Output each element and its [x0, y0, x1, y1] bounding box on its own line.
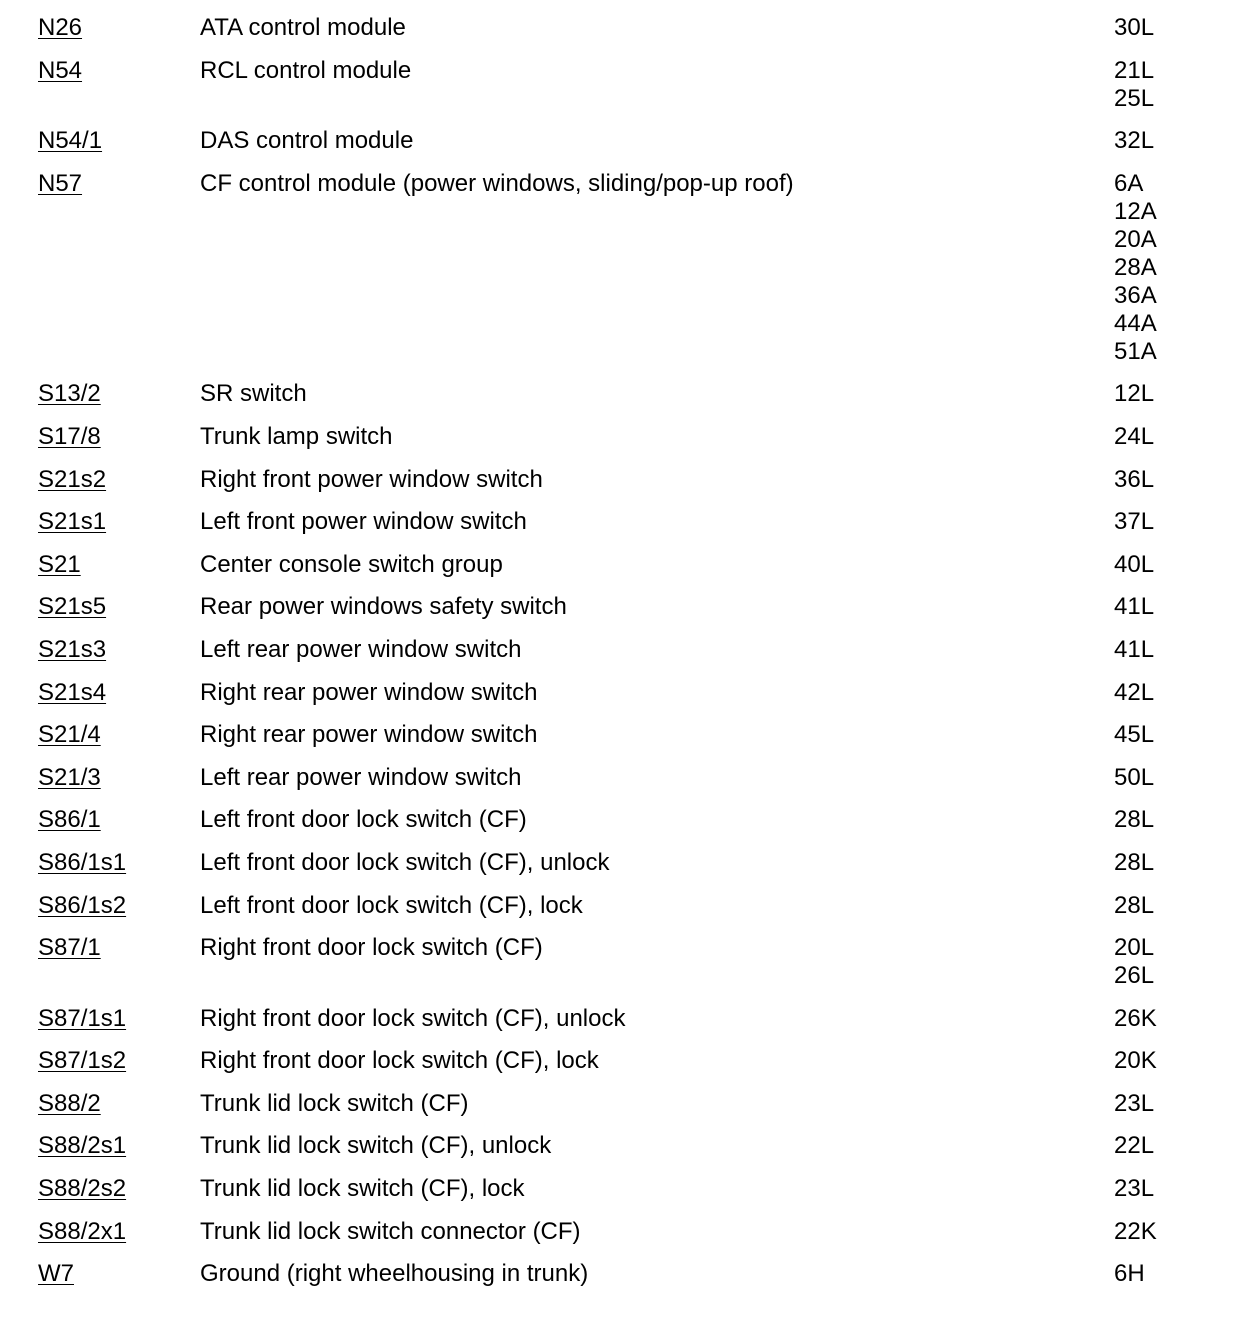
- component-code-cell: [38, 849, 126, 877]
- component-code-cell: [38, 170, 82, 198]
- component-code-cell: [38, 721, 101, 749]
- component-code-link[interactable]: S21s5: [38, 593, 107, 621]
- component-description: Left rear power window switch: [200, 635, 522, 663]
- grid-location-cell: [1114, 1218, 1157, 1246]
- component-code-cell: [38, 934, 101, 962]
- grid-location: 51A: [1114, 337, 1157, 365]
- component-description-cell: [200, 466, 543, 494]
- component-code-cell: [38, 1175, 126, 1203]
- grid-location-cell: [1114, 892, 1154, 920]
- grid-location: 6A: [1114, 169, 1144, 197]
- grid-location: 20K: [1114, 1047, 1157, 1075]
- grid-location-cell: [1114, 551, 1154, 579]
- legend-row: [0, 551, 1248, 594]
- grid-location: 23L: [1114, 1175, 1155, 1203]
- component-description-cell: [200, 764, 521, 792]
- component-description-cell: [200, 14, 406, 42]
- component-description: Trunk lid lock switch (CF), unlock: [200, 1132, 552, 1160]
- component-code-link[interactable]: N54: [38, 56, 83, 84]
- component-code-cell: [38, 764, 101, 792]
- component-description: Right front door lock switch (CF), unlock: [200, 1004, 626, 1032]
- legend-row: [0, 1175, 1248, 1218]
- component-code-cell: [38, 1047, 126, 1075]
- component-code-cell: [38, 57, 82, 85]
- grid-location: 6H: [1114, 1260, 1145, 1288]
- component-code-link[interactable]: S21s2: [38, 465, 107, 493]
- legend-row: [0, 764, 1248, 807]
- component-code-cell: [38, 1005, 126, 1033]
- component-description-cell: [200, 721, 537, 749]
- grid-location-cell: [1114, 849, 1154, 877]
- component-description-cell: [200, 1260, 588, 1288]
- component-description: Right front door lock switch (CF), lock: [200, 1047, 599, 1075]
- component-description: Trunk lamp switch: [200, 422, 393, 450]
- component-description: Left front power window switch: [200, 508, 527, 536]
- grid-location: 40L: [1114, 550, 1155, 578]
- component-code-link[interactable]: S21/3: [38, 763, 101, 791]
- grid-location-cell: [1114, 1175, 1154, 1203]
- component-description-cell: [200, 806, 527, 834]
- component-description: Right rear power window switch: [200, 678, 538, 706]
- legend-row: [0, 679, 1248, 722]
- grid-location: 21L: [1114, 56, 1155, 84]
- component-description: Right front door lock switch (CF): [200, 934, 543, 962]
- component-code-cell: [38, 1132, 126, 1160]
- component-description-cell: [200, 593, 567, 621]
- legend-row: [0, 508, 1248, 551]
- legend-row: [0, 593, 1248, 636]
- grid-location: 42L: [1114, 678, 1155, 706]
- component-description-cell: [200, 679, 537, 707]
- grid-location: 50L: [1114, 763, 1155, 791]
- component-code-link[interactable]: S87/1s2: [38, 1047, 127, 1075]
- legend-row: [0, 1005, 1248, 1048]
- legend-row: [0, 934, 1248, 1005]
- grid-location: 12L: [1114, 380, 1155, 408]
- legend-row: [0, 806, 1248, 849]
- grid-location-cell: [1114, 57, 1154, 113]
- component-description-cell: [200, 636, 521, 664]
- grid-location: 37L: [1114, 508, 1155, 536]
- component-code-cell: [38, 423, 101, 451]
- grid-location-cell: [1114, 679, 1154, 707]
- legend-row: [0, 14, 1248, 57]
- component-description-cell: [200, 849, 609, 877]
- grid-location-cell: [1114, 593, 1154, 621]
- grid-location: 20A: [1114, 225, 1157, 253]
- grid-location: 36L: [1114, 465, 1155, 493]
- component-description: Left front door lock switch (CF), unlock: [200, 848, 610, 876]
- component-description-cell: [200, 1175, 525, 1203]
- legend-row: [0, 170, 1248, 381]
- grid-location: 36A: [1114, 281, 1157, 309]
- grid-location: 26L: [1114, 962, 1155, 990]
- component-description: Center console switch group: [200, 550, 503, 578]
- legend-row: [0, 721, 1248, 764]
- grid-location-cell: [1114, 170, 1157, 366]
- component-code-cell: [38, 127, 102, 155]
- grid-location: 30L: [1114, 14, 1155, 41]
- grid-location: 44A: [1114, 309, 1157, 337]
- component-code-cell: [38, 593, 106, 621]
- grid-location-cell: [1114, 934, 1154, 990]
- grid-location: 20L: [1114, 934, 1155, 962]
- component-code-link[interactable]: S88/2s1: [38, 1132, 127, 1160]
- component-description-cell: [200, 892, 583, 920]
- component-code-link[interactable]: N54/1: [38, 127, 103, 155]
- component-description-cell: [200, 57, 411, 85]
- legend-row: [0, 127, 1248, 170]
- component-code-cell: [38, 1260, 74, 1288]
- component-description: Left front door lock switch (CF), lock: [200, 891, 583, 919]
- component-code-link[interactable]: S21/4: [38, 721, 101, 749]
- grid-location-cell: [1114, 721, 1154, 749]
- component-description: Rear power windows safety switch: [200, 593, 567, 621]
- grid-location: 26K: [1114, 1004, 1157, 1032]
- component-code-link[interactable]: W7: [38, 1260, 74, 1288]
- grid-location-cell: [1114, 1090, 1154, 1118]
- component-description: Left front door lock switch (CF): [200, 806, 527, 834]
- component-code-link[interactable]: S17/8: [38, 422, 101, 450]
- grid-location-cell: [1114, 636, 1154, 664]
- component-code-link[interactable]: S86/1s2: [38, 891, 127, 919]
- component-description-cell: [200, 1090, 468, 1118]
- component-description-cell: [200, 380, 307, 408]
- legend-row: [0, 466, 1248, 509]
- component-description: Trunk lid lock switch (CF): [200, 1089, 469, 1117]
- component-description: SR switch: [200, 380, 307, 408]
- grid-location-cell: [1114, 380, 1154, 408]
- component-description: Trunk lid lock switch connector (CF): [200, 1217, 581, 1245]
- component-description-cell: [200, 1005, 625, 1033]
- component-description-cell: [200, 551, 503, 579]
- component-code-cell: [38, 508, 106, 536]
- legend-row: [0, 1260, 1248, 1303]
- grid-location: 28L: [1114, 891, 1155, 919]
- component-code-link[interactable]: S21s3: [38, 635, 107, 663]
- component-legend-table: [0, 14, 1248, 1303]
- legend-row: [0, 423, 1248, 466]
- component-description: Ground (right wheelhousing in trunk): [200, 1260, 589, 1288]
- legend-row: [0, 1218, 1248, 1261]
- grid-location-cell: [1114, 1132, 1154, 1160]
- legend-row: [0, 636, 1248, 679]
- component-description: Right rear power window switch: [200, 721, 538, 749]
- component-code-link[interactable]: S21s4: [38, 678, 107, 706]
- component-code-link[interactable]: N57: [38, 169, 83, 197]
- component-description: CF control module (power windows, sliding/pop-up roof): [200, 169, 794, 197]
- component-code-cell: [38, 1218, 126, 1246]
- grid-location: 28A: [1114, 253, 1157, 281]
- component-description-cell: [200, 127, 413, 155]
- grid-location: 32L: [1114, 127, 1155, 155]
- grid-location-cell: [1114, 423, 1154, 451]
- component-code-cell: [38, 14, 82, 42]
- legend-row: [0, 892, 1248, 935]
- component-description: ATA control module: [200, 14, 406, 41]
- legend-row: [0, 1090, 1248, 1133]
- grid-location-cell: [1114, 806, 1154, 834]
- component-code-link[interactable]: S21: [38, 550, 81, 578]
- grid-location-cell: [1114, 14, 1154, 42]
- grid-location-cell: [1114, 1047, 1157, 1075]
- component-code-cell: [38, 679, 106, 707]
- component-description: Trunk lid lock switch (CF), lock: [200, 1175, 525, 1203]
- component-description-cell: [200, 170, 794, 198]
- grid-location: 28L: [1114, 848, 1155, 876]
- component-code-cell: [38, 636, 106, 664]
- component-description-cell: [200, 1047, 599, 1075]
- component-code-cell: [38, 1090, 101, 1118]
- legend-row: [0, 1047, 1248, 1090]
- component-code-link[interactable]: S88/2s2: [38, 1175, 127, 1203]
- legend-row: [0, 1132, 1248, 1175]
- component-code-link[interactable]: S88/2: [38, 1089, 101, 1117]
- component-description: DAS control module: [200, 127, 414, 155]
- component-description: Left rear power window switch: [200, 763, 522, 791]
- grid-location-cell: [1114, 466, 1154, 494]
- component-description-cell: [200, 934, 543, 962]
- component-description-cell: [200, 1132, 551, 1160]
- component-code-link[interactable]: S13/2: [38, 380, 101, 408]
- component-code-link[interactable]: N26: [38, 14, 83, 41]
- grid-location-cell: [1114, 1005, 1157, 1033]
- grid-location-cell: [1114, 508, 1154, 536]
- component-description-cell: [200, 508, 527, 536]
- grid-location: 25L: [1114, 84, 1155, 112]
- component-code-link[interactable]: S86/1: [38, 806, 101, 834]
- grid-location-cell: [1114, 1260, 1145, 1288]
- grid-location-cell: [1114, 764, 1154, 792]
- grid-location: 22K: [1114, 1217, 1157, 1245]
- grid-location: 12A: [1114, 197, 1157, 225]
- component-code-cell: [38, 551, 81, 579]
- component-code-cell: [38, 466, 106, 494]
- legend-row: [0, 380, 1248, 423]
- component-code-link[interactable]: S88/2x1: [38, 1217, 127, 1245]
- component-code-link[interactable]: S86/1s1: [38, 848, 127, 876]
- legend-row: [0, 849, 1248, 892]
- component-code-cell: [38, 806, 101, 834]
- component-description: RCL control module: [200, 56, 412, 84]
- component-description-cell: [200, 1218, 581, 1246]
- grid-location: 28L: [1114, 806, 1155, 834]
- component-description: Right front power window switch: [200, 465, 543, 493]
- grid-location: 23L: [1114, 1089, 1155, 1117]
- grid-location-cell: [1114, 127, 1154, 155]
- grid-location: 41L: [1114, 635, 1155, 663]
- legend-row: [0, 57, 1248, 128]
- component-code-link[interactable]: S87/1: [38, 934, 101, 962]
- component-code-cell: [38, 892, 126, 920]
- grid-location: 22L: [1114, 1132, 1155, 1160]
- component-code-link[interactable]: S21s1: [38, 508, 107, 536]
- grid-location: 45L: [1114, 721, 1155, 749]
- grid-location: 41L: [1114, 593, 1155, 621]
- grid-location: 24L: [1114, 422, 1155, 450]
- component-code-cell: [38, 380, 101, 408]
- component-code-link[interactable]: S87/1s1: [38, 1004, 127, 1032]
- component-description-cell: [200, 423, 393, 451]
